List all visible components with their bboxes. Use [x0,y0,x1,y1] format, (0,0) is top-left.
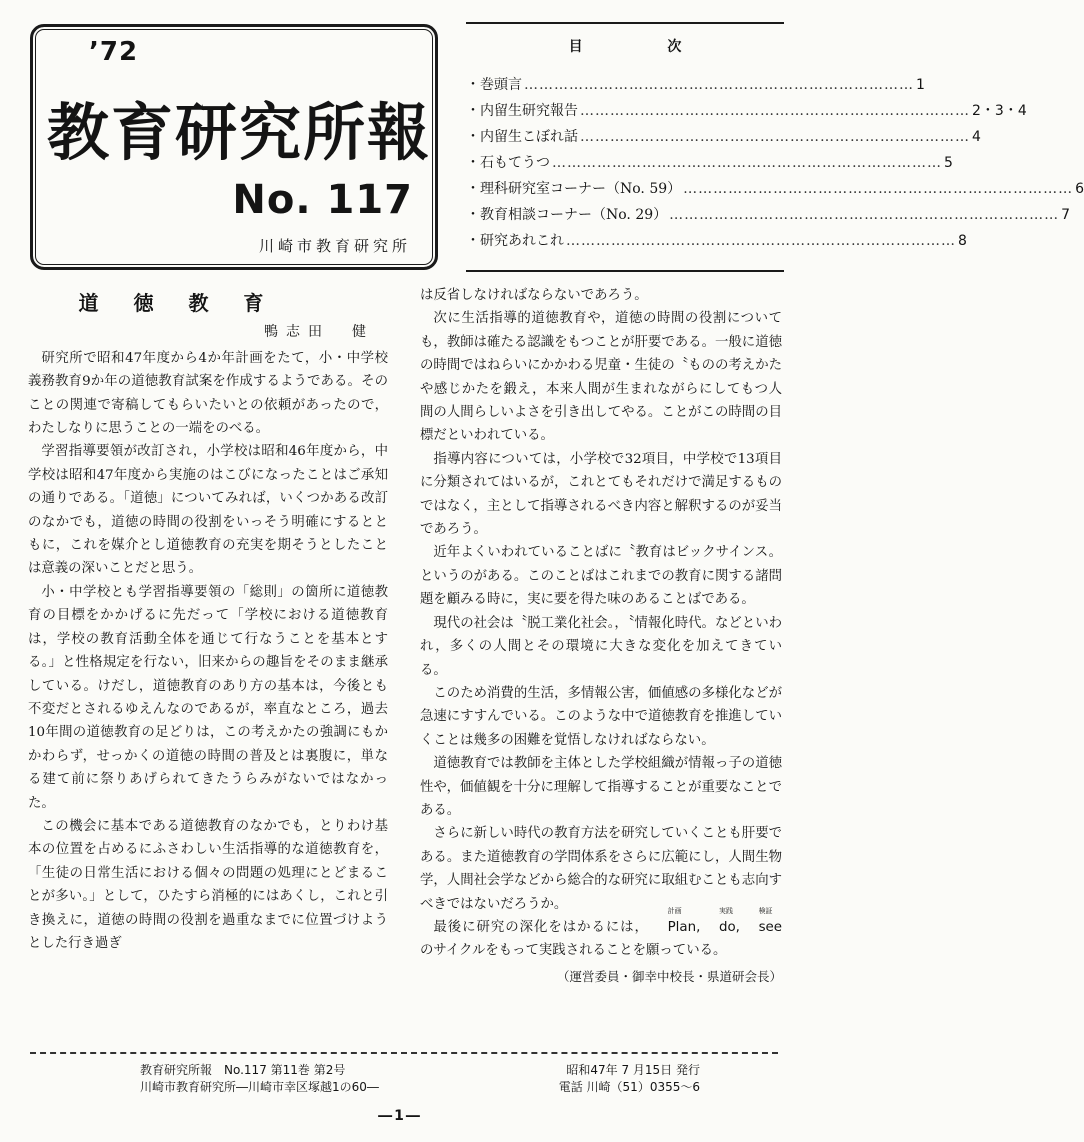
toc-item [466,230,967,256]
colophon [140,1062,700,1096]
toc-item-page: 4 [972,129,981,145]
toc-leader-dots: …………………………………………………………………… [669,207,1060,223]
toc-leader-dots: …………………………………………………………………… [552,155,942,171]
closing-paragraph [420,906,783,963]
toc-item [466,204,1071,230]
article-paragraph: 小・中学校とも学習指導要領の「総則」の箇所に道徳教育の目標をかかげるに先だって「学校における道徳教育は，学校の教育活動全体を通じて行なうことを基本とする。」と性格規定を行ない，旧来からの趣旨をそのまま継承している。けだし，道徳教育のあり方の基本は，今後とも不変だとされるゆえんなのであるが，率直なところ，過去10年間の道徳教育の足どりは，この考えかたの強調にもかかわらず，せっかくの道徳の時間の普及とは裏腹に，単なる建て前に祭りあげられてきたうらみがないではなかった。 [28,584,388,811]
masthead-title: 教育研究所報 [47,96,432,169]
article-paragraph: 近年よくいわれていることばに〝教育はビックサインス。というのがある。このことばはこれまでの教育に関する諸問題を顧みる時に，実に要を得た味のあることばである。 [420,545,782,608]
article-paragraph: 道徳教育では教師を主体とした学校組織が情報っ子の道徳性や，価値観を十分に理解して指導することが重要なことである。 [420,756,782,818]
article-paragraph: 指導内容については，小学校で32項目，中学校で13項目に分類されてはいるが，これとてもそれだけで満足するものではなく，主として指導されるべき内容と解釈するのが妥当であろう。 [420,451,782,538]
article-left-column [28,292,388,955]
article-author: 鴨志田 健 [264,324,374,341]
page-number: ―1― [378,1108,422,1124]
toc-item [466,74,925,100]
article-title: 道 徳 教 育 [78,291,278,315]
colophon-address: 川崎市教育研究所―川崎市幸区塚越1の60― [140,1080,379,1094]
colophon-phone: 電話 川崎（51）0355～6 [558,1080,700,1094]
colophon-date: 昭和47年 7 月15日 発行 [566,1063,700,1077]
toc-item-title: ・教育相談コーナー（No. 29） [466,207,668,223]
closing-end: のサイクルをもって実践されることを願っている。 [420,943,727,959]
toc-list [466,74,1084,256]
right-paragraphs [420,307,782,916]
toc-item [466,152,953,178]
toc-item-page: 1 [916,77,925,93]
toc-item-page: 5 [944,155,953,171]
toc-leader-dots: …………………………………………………………………… [580,129,970,145]
issue-number: No. 117 [232,177,413,223]
toc-item-title: ・内留生研究報告 [466,103,578,119]
footer-divider [30,1052,778,1054]
article-paragraph: 学習指導要領が改訂され，小学校は昭和46年度から，中学校は昭和47年度から実施のはこびになったことはご承知の通りである。「道徳」についてみれば，いくつかある改訂のなかでも，道徳の時間の役割をいっそう明確にするとともに，これを媒介とし道徳教育の充実を期そうとしたことは意義の深いことだと思う。 [28,444,388,577]
continuation-line: は反省しなければならないであろう。 [420,288,648,303]
article-paragraph: この機会に基本である道徳教育のなかでも，とりわけ基本の位置を占めるにふさわしい生活指導的な道徳教育を，「生徒の日常生活における個々の問題の処理にとどまることが多い。」として，ひたすら消極的にはあくし，これと引き換えに，道徳の時間の役割を過重なまでに位置づけようとした行き過ぎ [28,818,388,951]
toc-item [466,126,981,152]
article-right-column [420,284,782,988]
toc-item-page: 2・3・4 [972,103,1027,119]
toc-leader-dots: …………………………………………………………………… [580,103,970,119]
ruby-see: 検証 [758,906,773,915]
term-see: 検証 see [745,916,782,939]
ruby-do: 実践 [718,906,733,915]
article-paragraph: このため消費的生活，多情報公害，価値感の多様化などが急速にすすんでいる。このような中で道徳教育を推進していくことは幾多の困難を覚悟しなければならない。 [420,685,782,748]
masthead [30,24,438,270]
article-paragraph: 研究所で昭和47年度から4か年計画をたて，小・中学校義務教育9か年の道徳教育試案を作成するようである。そのことの関連で寄稿してもらいたいとの依頼があったので，わたしなりに思うことの一端をのべる。 [28,350,388,437]
toc-leader-dots: …………………………………………………………………… [524,77,914,93]
toc-item-title: ・理科研究室コーナー（No. 59） [466,181,682,197]
closing-start: 最後に研究の深化をはかるには， [433,919,649,935]
author-affiliation: （運営委員・御幸中校長・県道研会長） [556,968,782,984]
article-paragraph: 次に生活指導的道徳教育や，道徳の時間の役割についても，教師は確たる認識をもつことが肝要である。一般に道徳の時間ではねらいにかかわる児童・生徒の〝ものの考えかたや感じかたを鍛え，本来人間が生まれながらにしてもつ人間の人間らしいよさを引き出してやる。ことがこの時間の目標だといわれている。 [420,311,782,444]
term-plan: 計画 Plan, [654,916,700,939]
toc-leader-dots: …………………………………………………………………… [566,233,956,249]
toc-item-title: ・研究あれこれ [466,233,564,249]
toc-item-page: 8 [958,233,967,249]
toc-item-title: ・石もてうつ [466,155,550,171]
toc-item-title: ・巻頭言 [466,77,522,93]
toc-heading: 目 次 [568,39,722,55]
article-paragraph: 現代の社会は〝脱工業化社会。，〝情報化時代。などといわれ，多くの人間とその環境に大きな変化を加えてきている。 [420,615,782,678]
toc-item [466,178,1084,204]
masthead-year: ’72 [89,37,139,67]
toc-item-page: 6 [1075,181,1084,197]
colophon-issue: 教育研究所報 No.117 第11巻 第2号 [140,1063,346,1077]
publisher-name: 川崎市教育研究所 [258,237,411,255]
toc-item [466,100,1027,126]
article-paragraph: さらに新しい時代の教育方法を研究していくことも肝要である。また道徳教育の学問体系をさらに広範にし，人間生物学，人間社会学などから総合的な研究に取組むことも志向すべきではないだろうか。 [420,826,782,912]
toc-item-title: ・内留生こぼれ話 [466,129,578,145]
ruby-plan: 計画 [667,906,682,915]
left-paragraphs [28,347,388,956]
toc-leader-dots: …………………………………………………………………… [683,181,1074,197]
table-of-contents [466,22,1084,272]
term-do: 実践 do, [706,916,740,939]
toc-item-page: 7 [1061,207,1071,223]
pdca-terms [654,906,783,935]
